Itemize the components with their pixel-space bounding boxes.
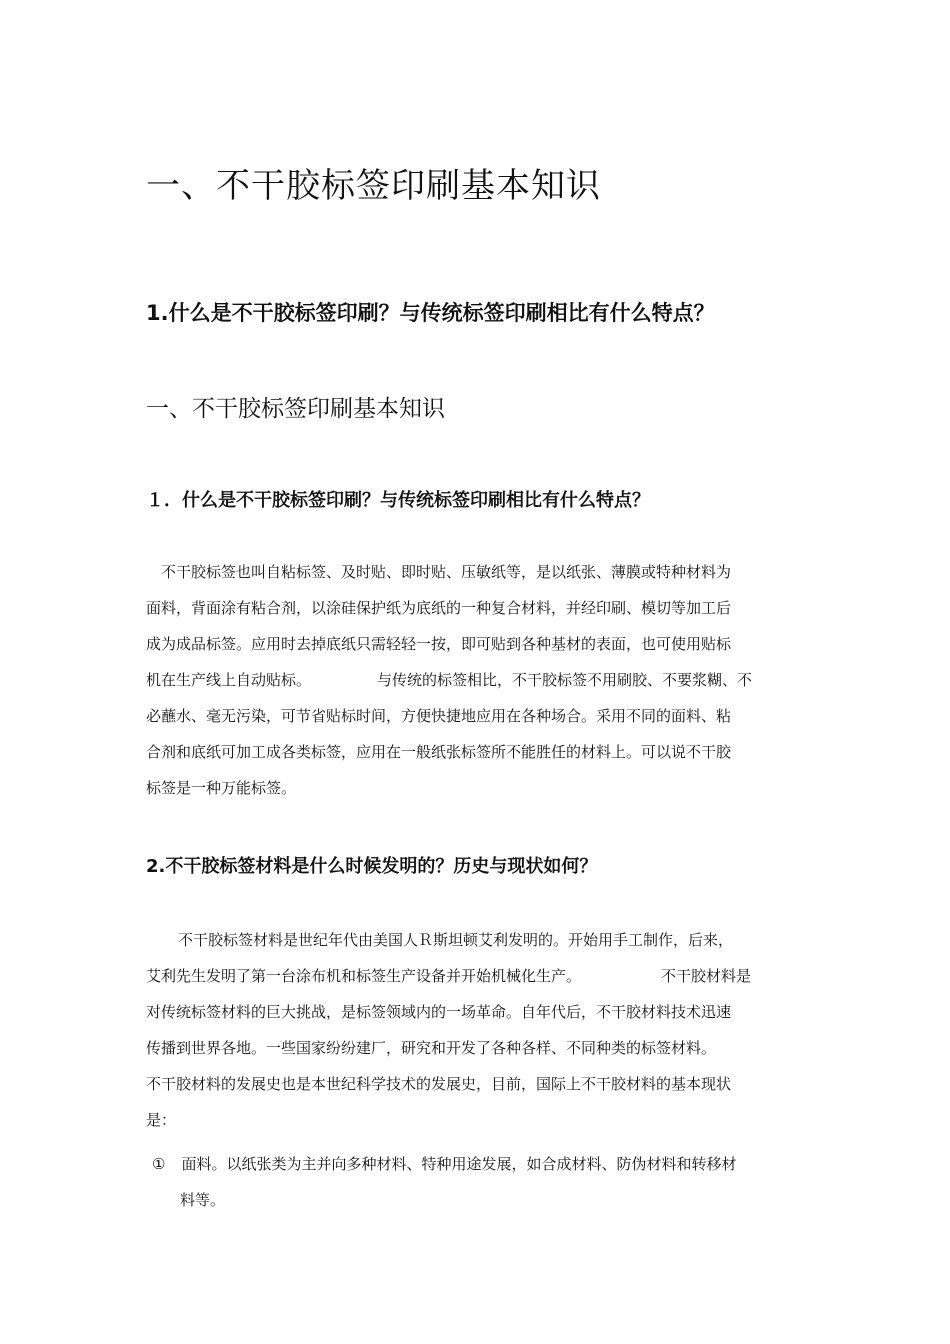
question-2-heading: 2.不干胶标签材料是什么时候发明的？历史与现状如何？ — [146, 856, 598, 877]
list-item-line — [152, 1146, 812, 1182]
paragraph-line: 传播到世界各地。一些国家纷纷建厂，研究和开发了各种各样、不同种类的标签材料。 — [146, 1039, 717, 1057]
paragraph-line — [146, 958, 806, 994]
paragraph-line — [146, 662, 804, 698]
list-item-text: 面料。以纸张类为主并向多种材料、特种用途发展，如合成材料、防伪材料和转移材 — [181, 1155, 737, 1173]
paragraph-line: 成为成品标签。应用时去掉底纸只需轻轻一按，即可贴到各种基材的表面，也可使用贴标 — [146, 635, 732, 653]
paragraph-fragment: 艾利先生发明了第一台涂布机和标签生产设备并开始机械化生产。 — [146, 967, 582, 985]
paragraph-line: 面料，背面涂有粘合剂，以涂硅保护纸为底纸的一种复合材料，并经印刷、模切等加工后 — [146, 599, 732, 617]
page-title: 一、不干胶标签印刷基本知识 — [146, 166, 601, 206]
question-1-heading-repeat: １．什么是不干胶标签印刷？与传统标签印刷相比有什么特点？ — [146, 490, 650, 511]
paragraph-fragment: 与传统的标签相比，不干胶标签不用刷胶、不要浆糊、不 — [377, 671, 753, 689]
question-1-heading: 1.什么是不干胶标签印刷？与传统标签印刷相比有什么特点？ — [146, 301, 715, 325]
section-title-repeat: 一、不干胶标签印刷基本知识 — [146, 396, 445, 422]
paragraph-line: 不干胶材料的发展史也是本世纪科学技术的发展史，目前，国际上不干胶材料的基本现状 — [146, 1075, 732, 1093]
paragraph-line: 合剂和底纸可加工成各类标签，应用在一般纸张标签所不能胜任的材料上。可以说不干胶 — [146, 743, 732, 761]
answer-2-paragraph — [146, 922, 806, 1138]
paragraph-line: 对传统标签材料的巨大挑战，是标签领域内的一场革命。自年代后，不干胶材料技术迅速 — [146, 1003, 732, 1021]
list-item — [152, 1146, 812, 1218]
paragraph-fragment: 机在生产线上自动贴标。 — [146, 671, 312, 689]
answer-1-paragraph — [146, 554, 804, 806]
paragraph-line: 是： — [146, 1111, 177, 1129]
list-marker: ① — [152, 1155, 166, 1173]
paragraph-line: 必蘸水、毫无污染，可节省贴标时间，方便快捷地应用在各种场合。采用不同的面料、粘 — [146, 707, 732, 725]
paragraph-line: 不干胶标签也叫自粘标签、及时贴、即时贴、压敏纸等，是以纸张、薄膜或特种材料为 — [161, 563, 732, 581]
list-item-line: 料等。 — [180, 1191, 226, 1209]
paragraph-fragment: 不干胶材料是 — [661, 967, 752, 985]
paragraph-line: 标签是一种万能标签。 — [146, 779, 297, 797]
paragraph-line: 不干胶标签材料是世纪年代由美国人Ｒ斯坦顿艾利发明的。开始用手工制作，后来， — [178, 931, 734, 949]
